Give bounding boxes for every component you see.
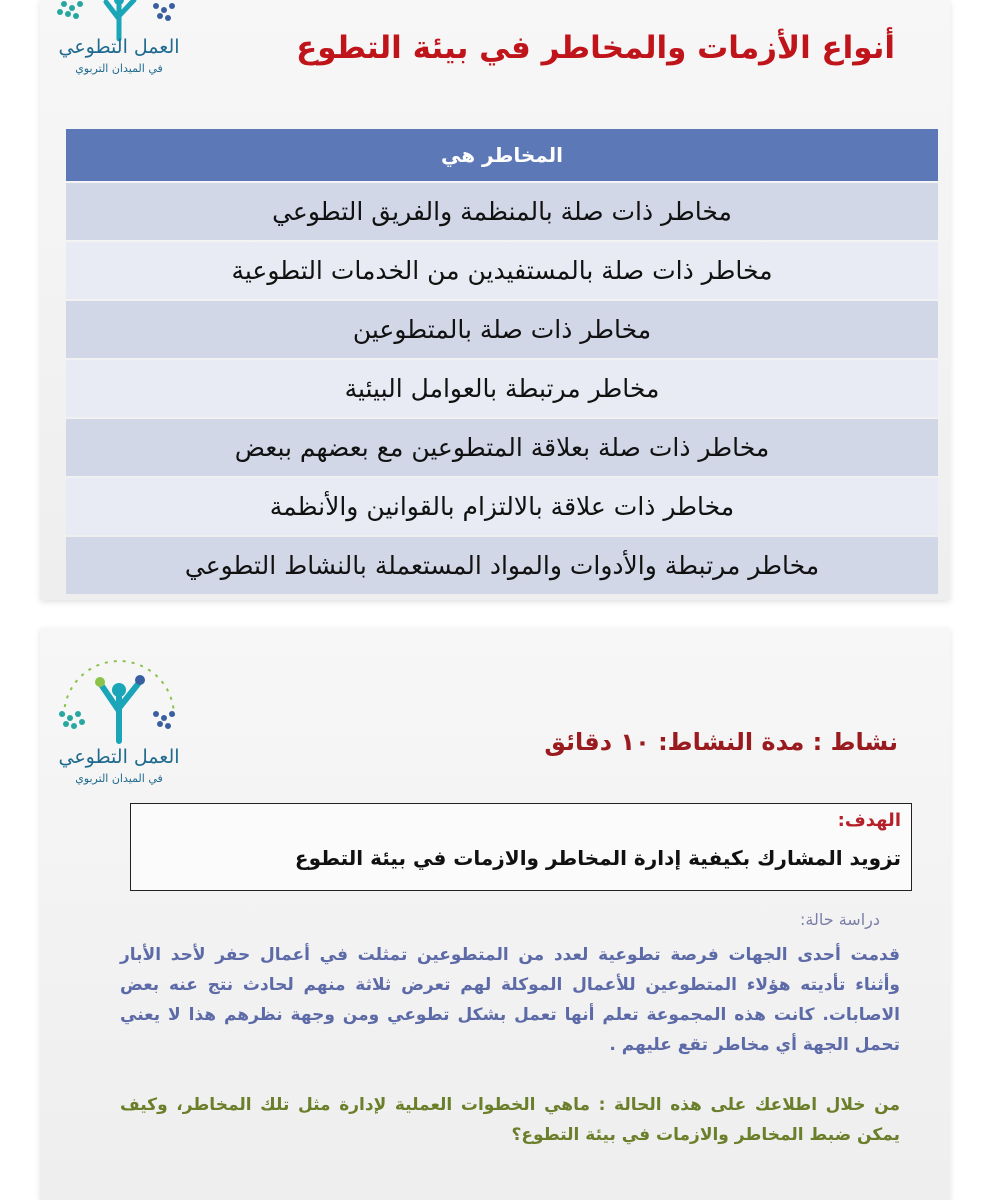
case-study-question: من خلال اطلاعك على هذه الحالة : ماهي الخطوات العملية لإدارة مثل تلك المخاطر، وكيف يمكن ضبط المخاطر والازمات في بيئة التطوع؟ [120,1095,900,1145]
table-row: مخاطر ذات صلة بالمستفيدين من الخدمات التطوعية [66,242,938,299]
case-study-label: دراسة حالة: [800,910,880,929]
case-study-text: قدمت أحدى الجهات فرصة تطوعية لعدد من المتطوعين تمثلت في أعمال حفر لأحد الأبار وأثناء تأديته هؤلاء المتطوعين للأعمال الموكلة لهم تعرض ثلاثة منهم لحادث نتج عنه بعض الاصابات. كانت هذه المجموعة تعلم أنها تعمل بشكل تطوعي ومن وجهة نظرهم هذا لا يعني تحمل الجهة أي مخاطر تقع عليهم . [120,945,900,1055]
goal-box [130,803,912,891]
table-row: مخاطر ذات علاقة بالالتزام بالقوانين والأنظمة [66,478,938,535]
page-title: أنواع الأزمات والمخاطر في بيئة التطوع [296,30,895,66]
table-row: مخاطر مرتبطة بالعوامل البيئية [66,360,938,417]
slide-activity [40,628,950,1200]
table-row: مخاطر مرتبطة والأدوات والمواد المستعملة بالنشاط التطوعي [66,537,938,594]
logo-subtitle: في الميدان التربوي [75,62,163,75]
table-header: المخاطر هي [66,129,938,181]
risks-table [66,127,938,596]
goal-text: تزويد المشارك بكيفية إدارة المخاطر والازمات في بيئة التطوع [294,846,901,870]
table-row: مخاطر ذات صلة بالمنظمة والفريق التطوعي [66,183,938,240]
logo-title: العمل التطوعي [58,36,180,58]
table-row: مخاطر ذات صلة بالمتطوعين [66,301,938,358]
logo-graphic [44,656,194,746]
activity-duration: نشاط : مدة النشاط: ١٠ دقائق [544,728,898,756]
goal-label: الهدف: [837,810,901,831]
slide-risk-types [40,0,950,600]
logo-title: العمل التطوعي [58,746,180,768]
logo [44,656,194,786]
logo-subtitle: في الميدان التربوي [75,772,163,785]
table-row: مخاطر ذات صلة بعلاقة المتطوعين مع بعضهم ببعض [66,419,938,476]
logo [44,0,194,104]
